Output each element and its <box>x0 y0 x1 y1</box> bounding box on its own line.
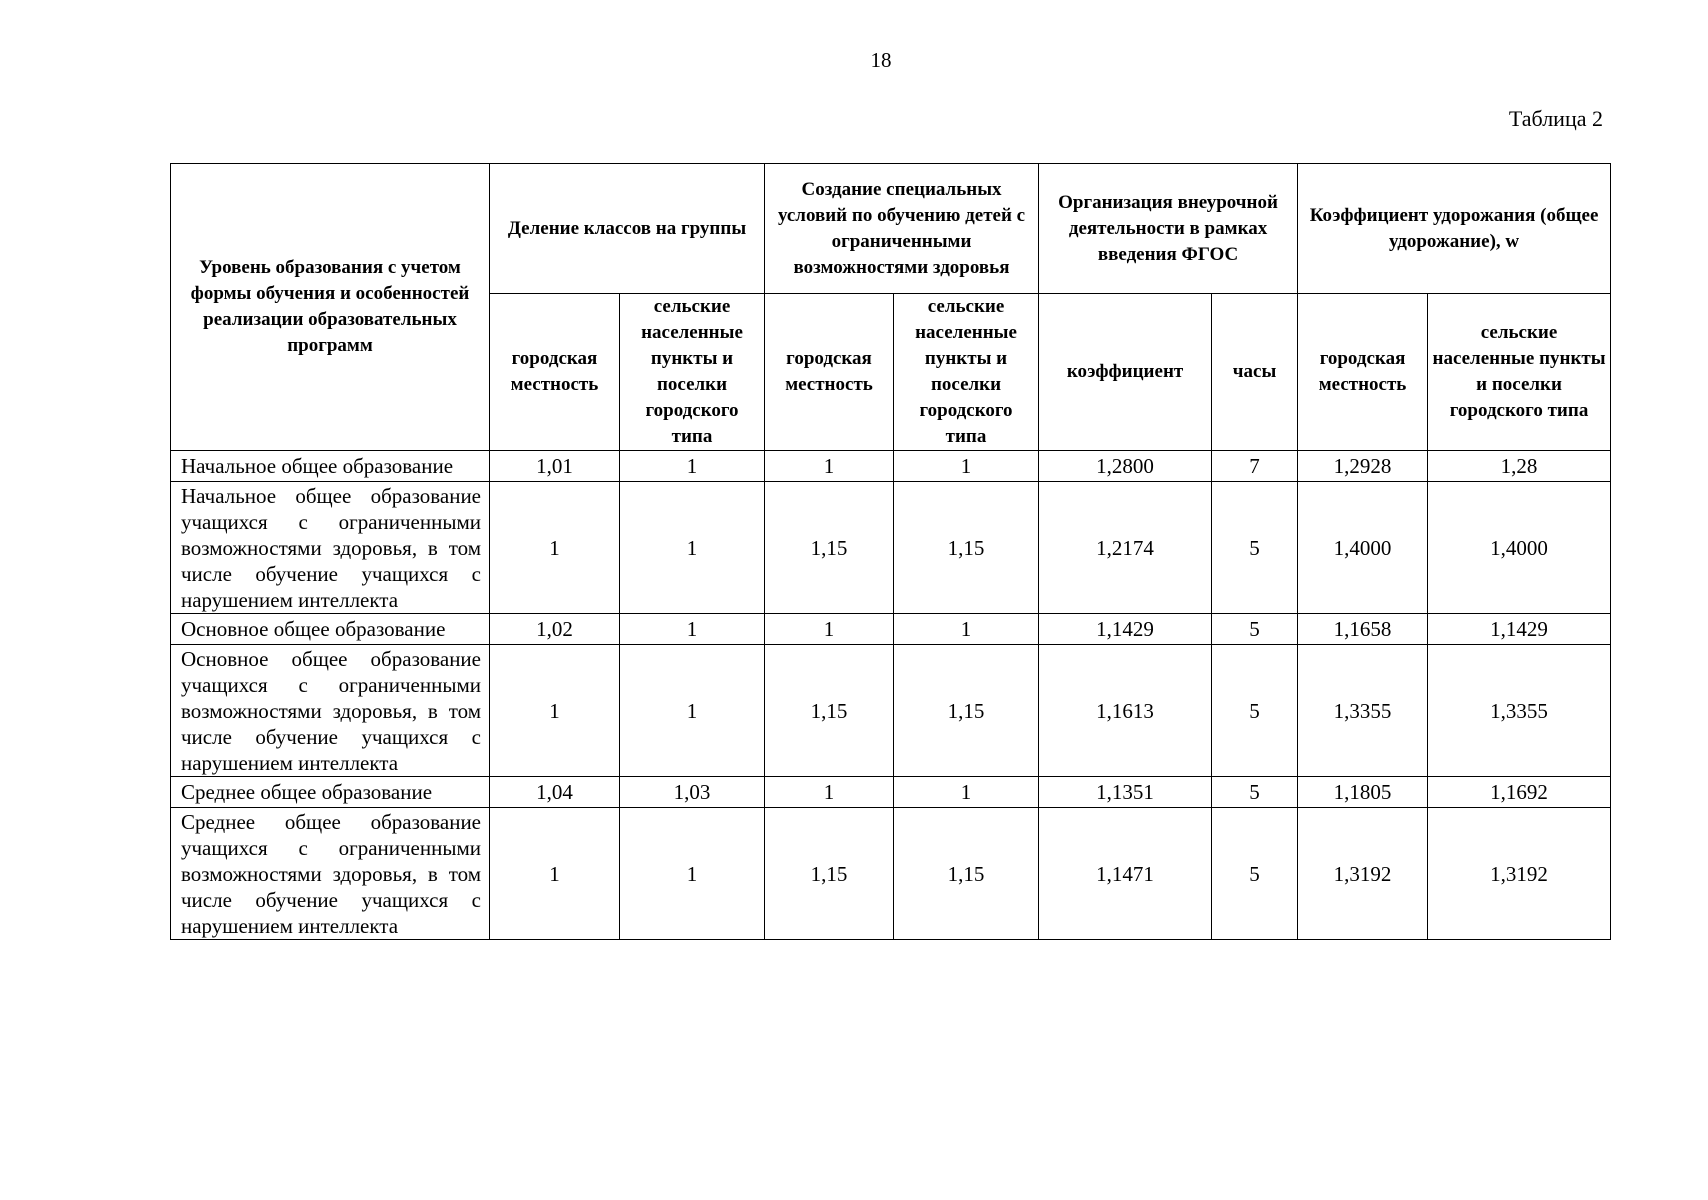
table-caption: Таблица 2 <box>1508 106 1603 131</box>
row-level-label: Среднее общее образование <box>171 777 490 808</box>
cell-rural: 1 <box>620 645 765 777</box>
cell-urban: 1,15 <box>765 482 894 614</box>
cell-coefficient: 1,1429 <box>1039 614 1212 645</box>
cell-urban: 1,15 <box>765 808 894 940</box>
row-level-label: Начальное общее образование <box>171 451 490 482</box>
cell-rural: 1,3355 <box>1428 645 1611 777</box>
cell-urban: 1,3192 <box>1298 808 1428 940</box>
cell-coefficient: 1,1351 <box>1039 777 1212 808</box>
header-sub-coefficient: коэффициент <box>1039 294 1212 451</box>
cell-urban: 1,2928 <box>1298 451 1428 482</box>
row-level-label: Основное общее образование <box>171 614 490 645</box>
table-row <box>171 614 1611 645</box>
table-row <box>171 451 1611 482</box>
cell-rural: 1,1692 <box>1428 777 1611 808</box>
header-sub-hours: часы <box>1212 294 1298 451</box>
cell-urban: 1,4000 <box>1298 482 1428 614</box>
cell-rural: 1 <box>620 482 765 614</box>
cell-rural: 1 <box>620 451 765 482</box>
cell-rural: 1 <box>620 808 765 940</box>
cell-rural: 1,1429 <box>1428 614 1611 645</box>
header-group-cost-coefficient: Коэффициент удорожания (общее удорожание), w <box>1298 164 1611 294</box>
row-level-label: Основное общее образование учащихся с ограниченными возможностями здоровья, в том числе обучение учащихся с нарушением интеллекта <box>171 645 490 777</box>
row-level-label: Начальное общее образование учащихся с ограниченными возможностями здоровья, в том числе обучение учащихся с нарушением интеллекта <box>171 482 490 614</box>
cell-rural: 1,15 <box>894 808 1039 940</box>
cell-rural: 1,03 <box>620 777 765 808</box>
cell-urban: 1,02 <box>490 614 620 645</box>
coefficient-table <box>170 163 1611 940</box>
header-sub-rural: сельские населенные пункты и поселки городского типа <box>894 294 1039 451</box>
cell-urban: 1,1805 <box>1298 777 1428 808</box>
header-sub-urban: городская местность <box>490 294 620 451</box>
header-row-groups <box>171 164 1611 294</box>
header-sub-rural: сельские населенные пункты и поселки городского типа <box>1428 294 1611 451</box>
row-level-label: Среднее общее образование учащихся с ограниченными возможностями здоровья, в том числе обучение учащихся с нарушением интеллекта <box>171 808 490 940</box>
header-sub-urban: городская местность <box>765 294 894 451</box>
cell-urban: 1 <box>490 808 620 940</box>
cell-urban: 1 <box>765 451 894 482</box>
cell-coefficient: 1,1613 <box>1039 645 1212 777</box>
cell-rural: 1 <box>894 614 1039 645</box>
table-body <box>171 451 1611 940</box>
cell-urban: 1,3355 <box>1298 645 1428 777</box>
header-level: Уровень образования с учетом формы обучения и особенностей реализации образовательных программ <box>171 164 490 451</box>
cell-coefficient: 1,1471 <box>1039 808 1212 940</box>
cell-urban: 1,04 <box>490 777 620 808</box>
cell-urban: 1,1658 <box>1298 614 1428 645</box>
cell-hours: 5 <box>1212 645 1298 777</box>
table-row <box>171 645 1611 777</box>
cell-coefficient: 1,2174 <box>1039 482 1212 614</box>
cell-rural: 1,3192 <box>1428 808 1611 940</box>
cell-urban: 1 <box>765 614 894 645</box>
cell-hours: 5 <box>1212 614 1298 645</box>
cell-rural: 1,15 <box>894 482 1039 614</box>
cell-urban: 1 <box>765 777 894 808</box>
cell-hours: 7 <box>1212 451 1298 482</box>
cell-rural: 1 <box>894 451 1039 482</box>
cell-rural: 1,15 <box>894 645 1039 777</box>
cell-coefficient: 1,2800 <box>1039 451 1212 482</box>
table-row <box>171 482 1611 614</box>
page-number: 18 <box>870 48 892 72</box>
header-sub-rural: сельские населенные пункты и поселки городского типа <box>620 294 765 451</box>
cell-urban: 1 <box>490 645 620 777</box>
cell-hours: 5 <box>1212 808 1298 940</box>
table-row <box>171 808 1611 940</box>
cell-rural: 1,28 <box>1428 451 1611 482</box>
cell-hours: 5 <box>1212 777 1298 808</box>
cell-urban: 1,01 <box>490 451 620 482</box>
cell-urban: 1 <box>490 482 620 614</box>
header-group-special-conditions: Создание специальных условий по обучению детей с ограниченными возможностями здоровья <box>765 164 1039 294</box>
header-sub-urban: городская местность <box>1298 294 1428 451</box>
table-row <box>171 777 1611 808</box>
cell-urban: 1,15 <box>765 645 894 777</box>
cell-rural: 1 <box>620 614 765 645</box>
cell-rural: 1 <box>894 777 1039 808</box>
cell-hours: 5 <box>1212 482 1298 614</box>
cell-rural: 1,4000 <box>1428 482 1611 614</box>
header-group-extracurricular: Организация внеурочной деятельности в рамках введения ФГОС <box>1039 164 1298 294</box>
header-group-class-division: Деление классов на группы <box>490 164 765 294</box>
